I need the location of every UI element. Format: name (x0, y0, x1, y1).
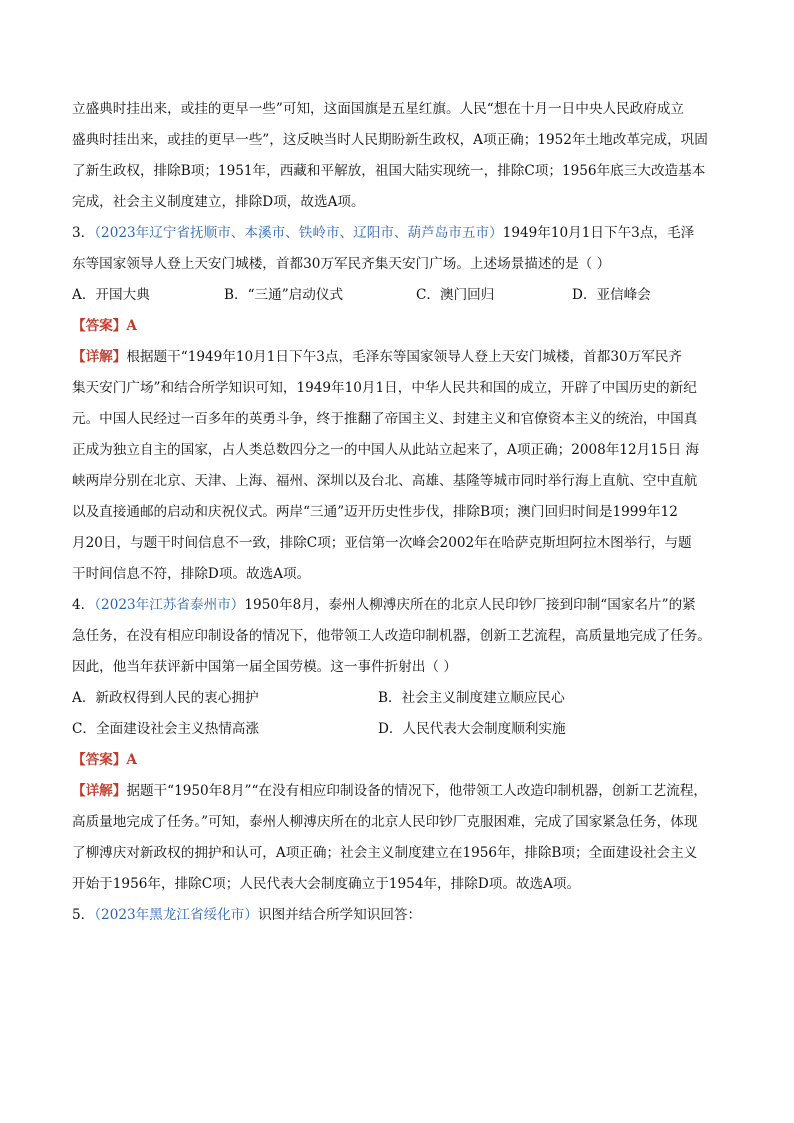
question-source: （2023年黑龙江省绥化市） (94, 907, 258, 923)
intro-line-3: 了新生政权，排除B项；1951年，西藏和平解放，祖国大陆实现统一，排除C项；1956年底三大改造基本 (72, 163, 706, 179)
question-text: 识图并结合所学知识回答： (257, 907, 422, 923)
answer-label: 【答案】A (72, 318, 137, 334)
intro-line-4: 完成，社会主义制度建立，排除D项，故选A项。 (72, 194, 365, 210)
detail-text: 据题干“1950年8月”“在没有相应印制设备的情况下，他带领工人改造印制机器，创新工艺流程， (126, 783, 708, 799)
question-number: 3． (72, 225, 95, 241)
detail-line-2: 高质量地完成了任务。”可知，泰州人柳溥庆所在的北京人民印钞厂克服困难，完成了国家紧急任务，体现 (72, 814, 698, 830)
detail-line-4: 正成为独立自主的国家，占人类总数四分之一的中国人从此站立起来了，A项正确；2008年12月15日 海 (72, 442, 700, 458)
question-3-line-1 (72, 218, 724, 249)
option-b: B．“三通”启动仪式 (224, 287, 344, 303)
question-3-line-2: 东等国家领导人登上天安门城楼，首都30万军民齐集天安门广场。上述场景描述的是（ ） (72, 256, 611, 272)
detail-label: 【详解】 (72, 783, 127, 799)
detail-line-2: 集天安门广场”和结合所学知识可知，1949年10月1日，中华人民共和国的成立，开辟了中国历史的新纪 (72, 380, 697, 396)
detail-line-1 (72, 342, 724, 373)
option-d: D．亚信峰会 (572, 287, 651, 303)
question-4-options-row-2 (72, 714, 724, 745)
option-c: C．澳门回归 (416, 287, 495, 303)
question-text: 1949年10月1日下午3点，毛泽 (502, 225, 695, 241)
question-3-options (72, 280, 724, 311)
detail-line-3: 了柳溥庆对新政权的拥护和认可，A项正确；社会主义制度建立在1956年，排除B项；全面建设社会主义 (72, 845, 698, 861)
question-5-line-1 (72, 900, 724, 931)
option-a: A．开国大典 (72, 287, 150, 303)
question-number: 5． (72, 907, 95, 923)
answer-label: 【答案】A (72, 752, 137, 768)
detail-line-4: 开始于1956年，排除C项；人民代表大会制度确立于1954年，排除D项。故选A项。 (72, 876, 581, 892)
question-4-line-1 (72, 590, 724, 621)
document-page (72, 94, 724, 931)
option-a: A．新政权得到人民的衷心拥护 (72, 690, 259, 706)
option-c: C．全面建设社会主义热情高涨 (72, 721, 260, 737)
detail-text: 根据题干“1949年10月1日下午3点，毛泽东等国家领导人登上天安门城楼，首都30万军民齐 (126, 349, 682, 365)
question-text: 1950年8月，泰州人柳溥庆所在的北京人民印钞厂接到印制“国家名片”的紧 (244, 597, 696, 613)
question-4-line-2: 急任务，在没有相应印制设备的情况下，他带领工人改造印制机器，创新工艺流程，高质量地完成了任务。 (72, 628, 711, 644)
detail-label: 【详解】 (72, 349, 127, 365)
detail-line-5: 峡两岸分别在北京、天津、上海、福州、深圳以及台北、高雄、基隆等城市同时举行海上直航、空中直航 (72, 473, 698, 489)
question-source: （2023年辽宁省抚顺市、本溪市、铁岭市、辽阳市、葫芦岛市五市） (94, 225, 503, 241)
question-4-line-3: 因此，他当年获评新中国第一届全国劳模。这一事件折射出（ ） (72, 659, 457, 675)
question-source: （2023年江苏省泰州市） (94, 597, 245, 613)
detail-line-6: 以及直接通邮的启动和庆祝仪式。两岸“三通”迈开历史性步伐，排除B项；澳门回归时间是1999年12 (72, 504, 678, 520)
option-b: B．社会主义制度建立顺应民心 (378, 690, 565, 706)
question-number: 4． (72, 597, 95, 613)
detail-line-7: 月20日，与题干时间信息不一致，排除C项；亚信第一次峰会2002年在哈萨克斯坦阿拉木图举行，与题 (72, 535, 692, 551)
question-4-options-row-1 (72, 683, 724, 714)
detail-line-1 (72, 776, 724, 807)
intro-line-1: 立盛典时挂出来，或挂的更早一些”可知，这面国旗是五星红旗。人民“想在十月一日中央人民政府成立 (72, 101, 685, 117)
option-d: D．人民代表大会制度顺利实施 (378, 721, 566, 737)
detail-line-8: 干时间信息不符，排除D项。故选A项。 (72, 566, 311, 582)
detail-line-3: 元。中国人民经过一百多年的英勇斗争，终于推翻了帝国主义、封建主义和官僚资本主义的统治，中国真 (72, 411, 698, 427)
intro-line-2: 盛典时挂出来，或挂的更早一些”，这反映当时人民期盼新生政权，A项正确；1952年土地改革完成，巩固 (72, 132, 708, 148)
